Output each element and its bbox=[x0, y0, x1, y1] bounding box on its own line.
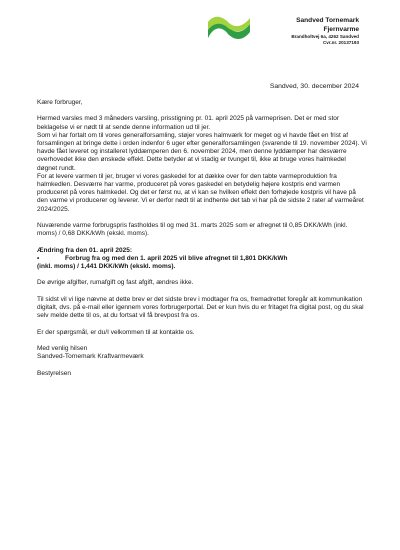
closing bbox=[37, 345, 367, 378]
company-address: Brandholtvej 6a, 4262 Sandved bbox=[291, 34, 359, 39]
sender-name: Sandved-Tornemark Kraftvarmeværk bbox=[37, 353, 144, 361]
change-heading: Ændring fra den 01. april 2025: bbox=[37, 246, 132, 254]
paragraph-digital-post: Til sidst vil vi lige nævne at dette brev er det sidste brev i modtager fra os, fremadrettet foregår alt kommunikation digitalt, dvs. på e-mail eller igennem vores forbrugerportal. Det er kun hvis du er fritaget fra digital post, og du skal selv melde dette til os, at du fortsat vil få brevpost fra os. bbox=[37, 295, 364, 320]
paragraph-intro-1: Hermed varsles med 3 måneders varsling, prisstigning pr. 01. april 2025 på varmeprisen. Det er med stor beklagelse vi er nødt til at sende denne information ud til jer. bbox=[37, 115, 340, 131]
paragraph-intro-2: Som vi har fortalt om til vores generalforsamling, støjer vores halmværk for meget og vi havde fået en frist af forsamlingen at bringe dette i orden indenfor 6 uger efter generalforsamlingen (svarende til 19. november 2024). Vi havde fået leveret og installeret lyddæmperen den 6. november 2024, men denne lyddæmper har desværre overhovedet ikke den ønskede effekt. Dette betyder at vi stadig er tvunget til, ikke at bruge vores halmkedel døgnet rundt. bbox=[37, 131, 367, 172]
company-info bbox=[291, 17, 359, 46]
paragraph-current-price: Nuværende varme forbrugspris fastholdes til og med 31. marts 2025 som er afregnet til 0,85 DKK/kWh (inkl. moms) / 0,68 DKK/kWh (ekskl. moms). bbox=[37, 222, 348, 238]
letter-date: Sandved, 30. december 2024 bbox=[269, 83, 359, 90]
company-name: Sandved Tornemark bbox=[296, 17, 359, 24]
bullet-text-2: (inkl. moms) / 1,441 DKK/kWh (ekskl. moms). bbox=[37, 263, 176, 271]
bullet-text-1: Forbrug fra og med den 1. april 2025 vil blive afregnet til 1,801 DKK/kWh bbox=[65, 254, 288, 262]
letter-body bbox=[37, 99, 367, 378]
signoff: Bestyrelsen bbox=[37, 369, 71, 377]
paragraph-other-fees: De øvrige afgifter, rumafgift og fast afgift, ændres ikke. bbox=[37, 279, 194, 287]
price-change-bullet bbox=[37, 255, 367, 263]
regards: Med venlig hilsen bbox=[37, 344, 88, 352]
greeting: Kære forbruger, bbox=[37, 99, 83, 106]
paragraph-contact: Er der spørgsmål, er du/I velkommen til at kontakte os. bbox=[37, 328, 195, 336]
company-subtitle: Fjernvarme bbox=[323, 25, 359, 33]
bullet-icon: • bbox=[37, 254, 40, 262]
company-logo-icon bbox=[206, 16, 252, 42]
paragraph-intro bbox=[37, 115, 367, 213]
paragraph-intro-3: For at levere varmen til jer, bruger vi vores gaskedel for at dække over for den tabte varmeproduktion fra halmkedlen. Desværre har varme, produceret på vores gaskedel en betydelig højere kostpris end varmen produceret på vores halmkedel. Og det er først nu, at vi kan se hvilken effekt den forhøjede kostpris vil have på den varme vi producerer og leverer. Vi er derfor nødt til at indhente det tab vi har på de sidste 2 rater af varmeåret 2024/2025. bbox=[37, 172, 364, 213]
company-cvr: Cvr.nr. 20137193 bbox=[322, 40, 359, 45]
